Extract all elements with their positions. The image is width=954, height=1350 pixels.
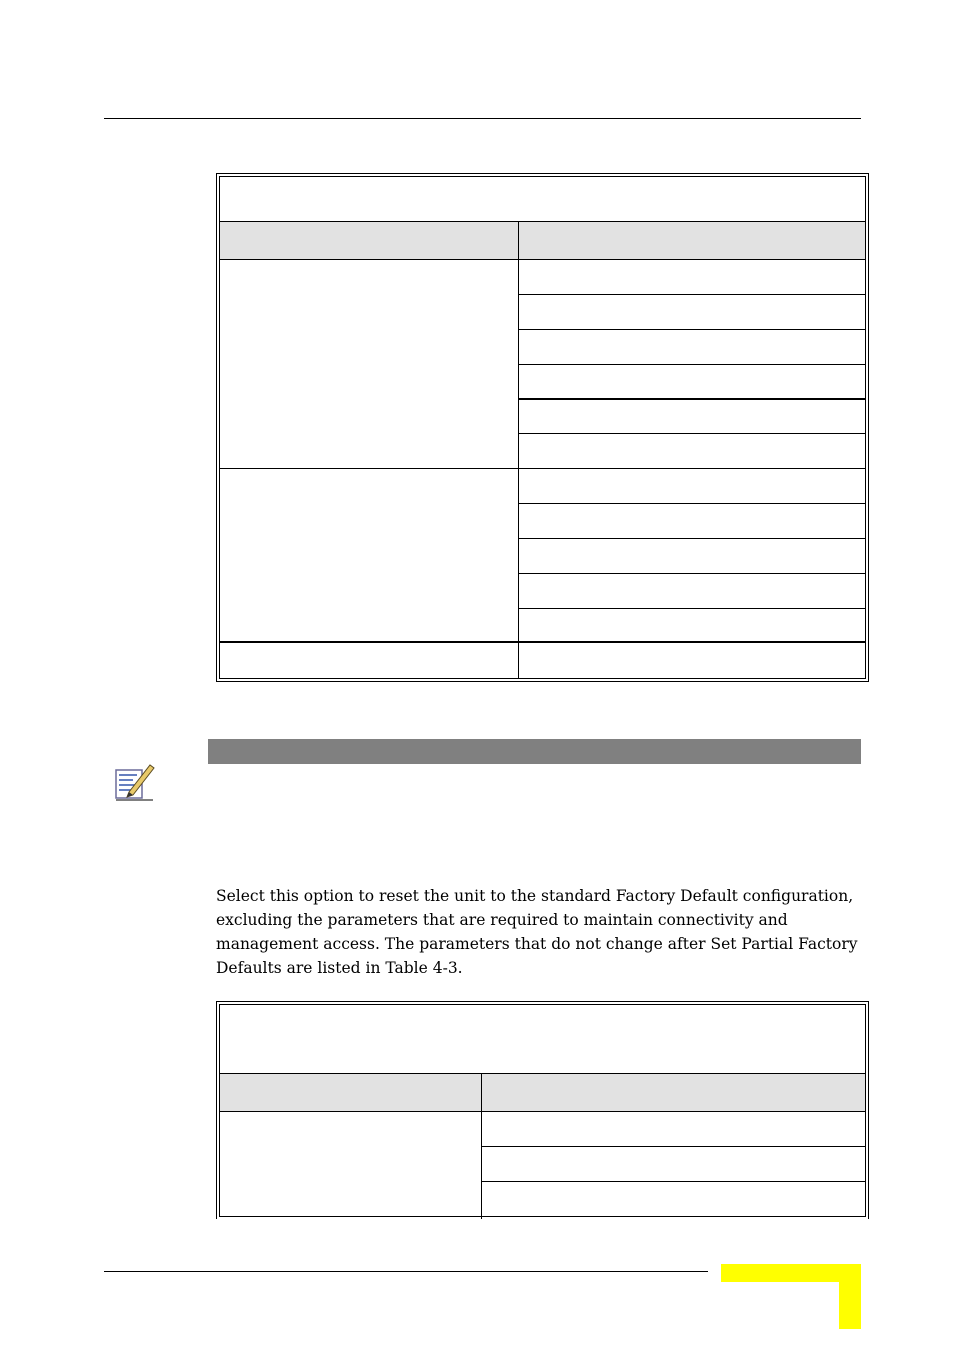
table-1-group-cell	[220, 469, 518, 641]
table-1-row-divider	[519, 608, 865, 609]
table-1-group-cell	[220, 260, 518, 468]
table-1-caption-row	[220, 177, 865, 221]
table-1-row-divider	[519, 538, 865, 539]
note-pencil-icon	[113, 762, 157, 802]
table-1-row-divider	[519, 398, 865, 400]
table-1-row-divider	[519, 503, 865, 504]
table-2-header-parameter	[220, 1074, 481, 1111]
table-1-column-divider	[518, 222, 519, 678]
page-tab-vertical	[839, 1264, 861, 1329]
table-2-header-value	[482, 1074, 865, 1111]
table-1-last-row	[220, 643, 865, 678]
table-1-header-value	[519, 222, 865, 259]
note-header-bar	[208, 739, 861, 764]
table-1-row-divider	[519, 329, 865, 330]
table-1-row-divider	[519, 573, 865, 574]
table-1-row-divider	[519, 294, 865, 295]
table-2-row-divider	[482, 1146, 865, 1147]
table-1-header-parameter	[220, 222, 518, 259]
body-paragraph: Select this option to reset the unit to the standard Factory Default configuration, excluding the parameters that are required to maintain connectivity and management access. The parameters that do not change after Set Partial Factory Defaults are listed in Table 4-3.	[216, 887, 858, 977]
table-1-row-divider	[519, 433, 865, 434]
table-1-row-divider	[519, 364, 865, 365]
header-rule	[104, 118, 861, 119]
footer-rule	[104, 1271, 708, 1272]
table-2-caption-row	[220, 1005, 865, 1073]
table-2-row-divider	[482, 1181, 865, 1182]
table-2-group-cell	[220, 1112, 481, 1216]
